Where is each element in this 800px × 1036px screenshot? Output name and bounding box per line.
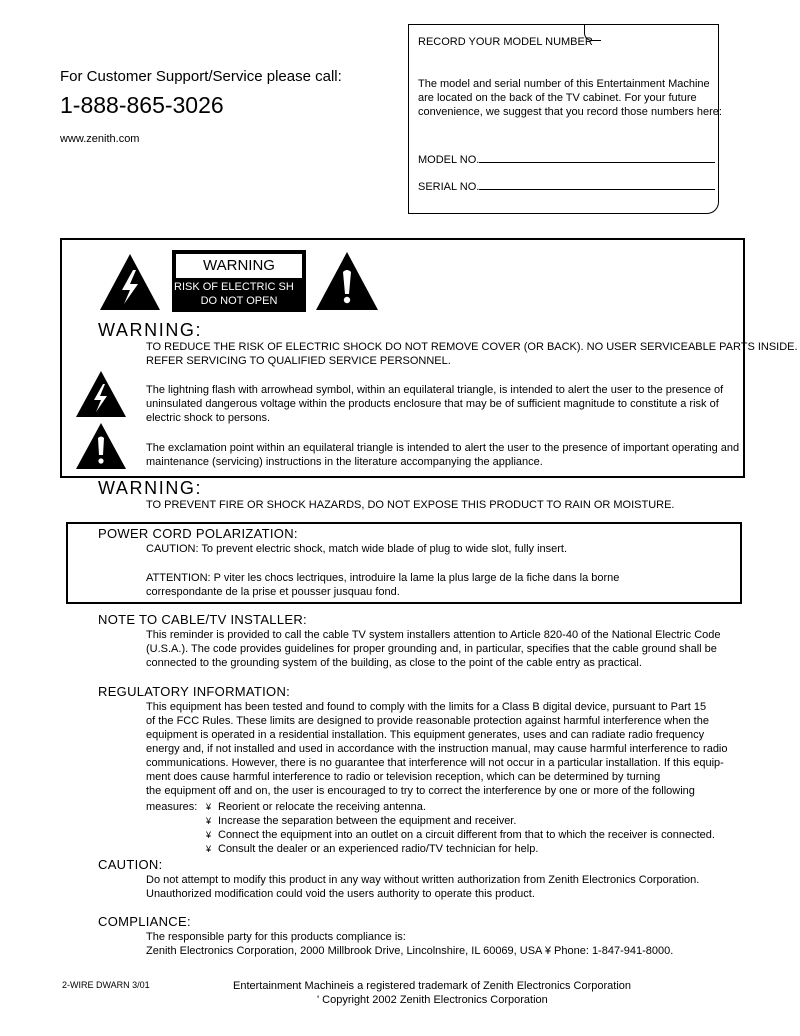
footer-document-code: 2-WIRE DWARN 3/01 xyxy=(62,980,150,990)
warning-label-line2: DO NOT OPEN xyxy=(200,295,278,307)
list-item: ¥ Connect the equipment into an outlet on a circuit different from that to which the receiver is connected. xyxy=(206,829,715,841)
exclamation-explanation: The exclamation point within an equilateral triangle is intended to alert the user to the presence of important operating and maintenance (servicing) instructions in the literature accompanying the appliance. xyxy=(146,442,740,468)
lightning-triangle-icon xyxy=(98,252,162,312)
compliance-text: The responsible party for this products compliance is: Zenith Electronics Corporation, 2000 Millbrook Drive, Lincolnshire, IL 60069, USA ¥ Phone: 1-847-941-8000. xyxy=(146,931,674,957)
cable-note-text: This reminder is provided to call the cable TV system installers attention to Article 820-40 of the National Electric Code (U.S.A.). The code provides guidelines for proper grounding and, in particular, specifies that the cable ground shall be connected to the grounding system of the building, as close to the point of the cable entry as practical. xyxy=(146,629,721,669)
warning-heading-2: WARNING: xyxy=(98,478,203,498)
power-cord-caution: CAUTION: To prevent electric shock, match wide blade of plug to wide slot, fully insert. xyxy=(146,543,568,555)
regulatory-heading: REGULATORY INFORMATION: xyxy=(98,684,291,699)
footer-copyright: ' Copyright 2002 Zenith Electronics Corporation xyxy=(317,994,548,1006)
regulatory-measures-label: measures: xyxy=(146,801,198,813)
cable-note-heading: NOTE TO CABLE/TV INSTALLER: xyxy=(98,612,307,627)
list-item: ¥ Consult the dealer or an experienced radio/TV technician for help. xyxy=(206,843,539,855)
warning-heading-1: WARNING: xyxy=(98,320,203,340)
warning-text-2: TO PREVENT FIRE OR SHOCK HAZARDS, DO NOT EXPOSE THIS PRODUCT TO RAIN OR MOISTURE. xyxy=(146,499,675,511)
compliance-heading: COMPLIANCE: xyxy=(98,914,191,929)
warning-label-line1: RISK OF ELECTRIC SH xyxy=(174,281,294,293)
support-website: www.zenith.com xyxy=(60,133,140,145)
list-item: ¥ Reorient or relocate the receiving antenna. xyxy=(206,801,426,813)
regulatory-text: This equipment has been tested and found to comply with the limits for a Class B digital device, pursuant to Part 15 of the FCC Rules. These limits are designed to provide reasonable protection against harmful interference when the equipment is operated in a residential installation. This equipment generates, uses and can radiate radio frequency energy and, if not installed and used in accordance with the instruction manual, may cause harmful interference to radio communications. However, there is no guarantee that interference will not occur in a particular installation. If this equip- ment does cause harmful interference to radio or television reception, which can be determined by turning the equipment off and on, the user is encouraged to try to correct the interference by one or more of the following xyxy=(146,701,728,797)
footer-trademark: Entertainment Machineis a registered trademark of Zenith Electronics Corporation xyxy=(233,980,632,992)
lightning-triangle-icon-small xyxy=(75,370,127,418)
support-call-label: For Customer Support/Service please call: xyxy=(60,68,342,85)
serial-number-field[interactable] xyxy=(418,179,715,194)
warning-label-box xyxy=(172,250,306,312)
regulatory-measures-list xyxy=(206,800,715,856)
exclamation-triangle-icon-small xyxy=(75,422,127,470)
serial-number-label: SERIAL NO. xyxy=(418,181,480,193)
list-item: ¥ Increase the separation between the equipment and receiver. xyxy=(206,815,517,827)
caution-heading: CAUTION: xyxy=(98,857,163,872)
model-number-label: MODEL NO. xyxy=(418,154,480,166)
caution-text: Do not attempt to modify this product in any way without written authorization from Zenith Electronics Corporation. Unauthorized modification could void the users authority to operate this product. xyxy=(146,874,700,900)
lightning-explanation: The lightning flash with arrowhead symbol, within an equilateral triangle, is intended to alert the user to the presence of uninsulated dangerous voltage within the products enclosure that may be of sufficient magnitude to constitute a risk of electric shock to persons. xyxy=(146,384,724,424)
power-cord-heading: POWER CORD POLARIZATION: xyxy=(98,526,298,541)
model-number-field[interactable] xyxy=(418,152,715,167)
warning-label-title-box: WARNING xyxy=(176,254,302,278)
record-box-text: The model and serial number of this Entertainment Machine are located on the back of the TV cabinet. For your future convenience, we suggest that you record those numbers here: xyxy=(418,78,722,118)
warning-text-1: TO REDUCE THE RISK OF ELECTRIC SHOCK DO NOT REMOVE COVER (OR BACK). NO USER SERVICEABLE PARTS INSIDE. REFER SERVICING TO QUALIFIED SERVICE PERSONNEL. xyxy=(146,341,798,367)
support-phone-number: 1-888-865-3026 xyxy=(60,92,224,118)
power-cord-attention: ATTENTION: P viter les chocs lectriques, introduire la lame la plus large de la fiche dans la borne correspondante de la prise et pousser jusquau fond. xyxy=(146,572,620,598)
record-box-title: RECORD YOUR MODEL NUMBER xyxy=(418,36,593,48)
exclamation-triangle-icon xyxy=(314,250,380,312)
